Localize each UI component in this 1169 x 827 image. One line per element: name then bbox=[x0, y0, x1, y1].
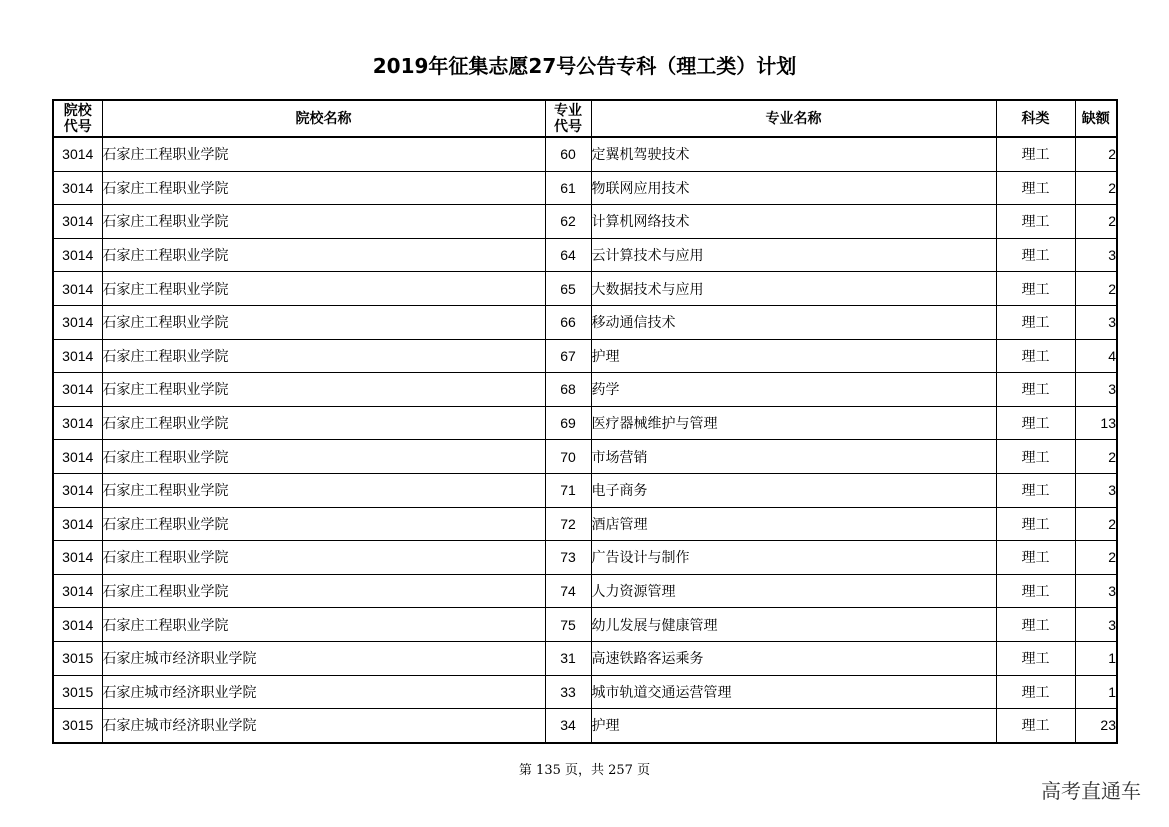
cell-school-name: 石家庄工程职业学院 bbox=[102, 473, 545, 507]
cell-school-name: 石家庄工程职业学院 bbox=[102, 238, 545, 272]
table-row bbox=[53, 507, 1117, 541]
cell-school-name: 石家庄城市经济职业学院 bbox=[102, 675, 545, 709]
cell-quota: 2 bbox=[1075, 171, 1117, 205]
cell-school-name: 石家庄城市经济职业学院 bbox=[102, 709, 545, 743]
cell-school-name: 石家庄工程职业学院 bbox=[102, 305, 545, 339]
cell-school-name: 石家庄工程职业学院 bbox=[102, 171, 545, 205]
cell-category: 理工 bbox=[996, 339, 1075, 373]
cell-school-name: 石家庄工程职业学院 bbox=[102, 339, 545, 373]
cell-major-name: 城市轨道交通运营管理 bbox=[591, 675, 996, 709]
cell-category: 理工 bbox=[996, 373, 1075, 407]
cell-major-name: 云计算技术与应用 bbox=[591, 238, 996, 272]
cell-major-code: 65 bbox=[545, 272, 591, 306]
watermark: 高考直通车 bbox=[1041, 779, 1141, 803]
cell-major-name: 药学 bbox=[591, 373, 996, 407]
cell-major-code: 71 bbox=[545, 473, 591, 507]
cell-school-code: 3015 bbox=[53, 641, 102, 675]
cell-school-name: 石家庄工程职业学院 bbox=[102, 137, 545, 171]
cell-school-code: 3014 bbox=[53, 440, 102, 474]
table-row bbox=[53, 574, 1117, 608]
table-row bbox=[53, 171, 1117, 205]
page-footer: 第 135 页，共 257 页 bbox=[518, 763, 651, 778]
table-row bbox=[53, 339, 1117, 373]
cell-major-code: 74 bbox=[545, 574, 591, 608]
header-major-code: 专业代号 bbox=[545, 100, 591, 137]
cell-school-name: 石家庄城市经济职业学院 bbox=[102, 641, 545, 675]
cell-quota: 3 bbox=[1075, 473, 1117, 507]
cell-school-name: 石家庄工程职业学院 bbox=[102, 574, 545, 608]
header-school-name: 院校名称 bbox=[102, 100, 545, 137]
cell-category: 理工 bbox=[996, 641, 1075, 675]
cell-major-code: 69 bbox=[545, 406, 591, 440]
cell-quota: 1 bbox=[1075, 641, 1117, 675]
cell-quota: 3 bbox=[1075, 373, 1117, 407]
cell-school-code: 3014 bbox=[53, 238, 102, 272]
cell-school-code: 3014 bbox=[53, 305, 102, 339]
cell-school-name: 石家庄工程职业学院 bbox=[102, 373, 545, 407]
cell-quota: 4 bbox=[1075, 339, 1117, 373]
cell-category: 理工 bbox=[996, 238, 1075, 272]
cell-major-code: 33 bbox=[545, 675, 591, 709]
table-row bbox=[53, 137, 1117, 171]
table-row bbox=[53, 305, 1117, 339]
header-quota: 缺额 bbox=[1075, 100, 1117, 137]
cell-quota: 3 bbox=[1075, 608, 1117, 642]
cell-school-code: 3015 bbox=[53, 709, 102, 743]
cell-category: 理工 bbox=[996, 406, 1075, 440]
cell-major-name: 酒店管理 bbox=[591, 507, 996, 541]
table-row bbox=[53, 373, 1117, 407]
cell-school-code: 3014 bbox=[53, 473, 102, 507]
table-row bbox=[53, 541, 1117, 575]
cell-quota: 2 bbox=[1075, 205, 1117, 239]
cell-major-name: 大数据技术与应用 bbox=[591, 272, 996, 306]
plan-table bbox=[52, 99, 1118, 744]
cell-category: 理工 bbox=[996, 507, 1075, 541]
cell-major-code: 62 bbox=[545, 205, 591, 239]
cell-major-name: 幼儿发展与健康管理 bbox=[591, 608, 996, 642]
cell-category: 理工 bbox=[996, 137, 1075, 171]
cell-major-code: 66 bbox=[545, 305, 591, 339]
cell-category: 理工 bbox=[996, 305, 1075, 339]
cell-category: 理工 bbox=[996, 171, 1075, 205]
cell-major-code: 72 bbox=[545, 507, 591, 541]
cell-major-code: 70 bbox=[545, 440, 591, 474]
cell-quota: 3 bbox=[1075, 305, 1117, 339]
cell-category: 理工 bbox=[996, 675, 1075, 709]
table-row bbox=[53, 205, 1117, 239]
cell-category: 理工 bbox=[996, 574, 1075, 608]
cell-school-name: 石家庄工程职业学院 bbox=[102, 608, 545, 642]
cell-category: 理工 bbox=[996, 608, 1075, 642]
table-row bbox=[53, 641, 1117, 675]
page-title: 2019年征集志愿27号公告专科（理工类）计划 bbox=[372, 54, 797, 78]
cell-quota: 3 bbox=[1075, 238, 1117, 272]
table-row bbox=[53, 440, 1117, 474]
table-row bbox=[53, 406, 1117, 440]
cell-school-code: 3014 bbox=[53, 406, 102, 440]
cell-school-code: 3014 bbox=[53, 339, 102, 373]
table-row bbox=[53, 608, 1117, 642]
cell-school-name: 石家庄工程职业学院 bbox=[102, 541, 545, 575]
cell-school-code: 3015 bbox=[53, 675, 102, 709]
cell-school-code: 3014 bbox=[53, 137, 102, 171]
cell-quota: 1 bbox=[1075, 675, 1117, 709]
table-row bbox=[53, 238, 1117, 272]
cell-major-code: 34 bbox=[545, 709, 591, 743]
table-row bbox=[53, 272, 1117, 306]
cell-quota: 2 bbox=[1075, 272, 1117, 306]
cell-school-name: 石家庄工程职业学院 bbox=[102, 440, 545, 474]
cell-major-code: 31 bbox=[545, 641, 591, 675]
table-row bbox=[53, 675, 1117, 709]
cell-quota: 3 bbox=[1075, 574, 1117, 608]
cell-school-name: 石家庄工程职业学院 bbox=[102, 507, 545, 541]
cell-major-name: 市场营销 bbox=[591, 440, 996, 474]
cell-major-code: 73 bbox=[545, 541, 591, 575]
cell-major-code: 61 bbox=[545, 171, 591, 205]
cell-category: 理工 bbox=[996, 473, 1075, 507]
cell-school-code: 3014 bbox=[53, 171, 102, 205]
table-row bbox=[53, 473, 1117, 507]
cell-school-name: 石家庄工程职业学院 bbox=[102, 205, 545, 239]
cell-school-code: 3014 bbox=[53, 373, 102, 407]
cell-school-code: 3014 bbox=[53, 507, 102, 541]
cell-category: 理工 bbox=[996, 440, 1075, 474]
cell-major-name: 计算机网络技术 bbox=[591, 205, 996, 239]
table-body bbox=[53, 137, 1117, 743]
cell-major-code: 64 bbox=[545, 238, 591, 272]
cell-quota: 2 bbox=[1075, 541, 1117, 575]
cell-major-name: 护理 bbox=[591, 339, 996, 373]
cell-category: 理工 bbox=[996, 541, 1075, 575]
cell-school-code: 3014 bbox=[53, 574, 102, 608]
cell-major-name: 定翼机驾驶技术 bbox=[591, 137, 996, 171]
cell-school-code: 3014 bbox=[53, 541, 102, 575]
cell-category: 理工 bbox=[996, 709, 1075, 743]
cell-school-name: 石家庄工程职业学院 bbox=[102, 406, 545, 440]
cell-major-code: 68 bbox=[545, 373, 591, 407]
cell-quota: 23 bbox=[1075, 709, 1117, 743]
table-row bbox=[53, 709, 1117, 743]
header-category: 科类 bbox=[996, 100, 1075, 137]
cell-quota: 2 bbox=[1075, 507, 1117, 541]
cell-major-code: 67 bbox=[545, 339, 591, 373]
cell-school-code: 3014 bbox=[53, 272, 102, 306]
cell-school-name: 石家庄工程职业学院 bbox=[102, 272, 545, 306]
cell-major-name: 高速铁路客运乘务 bbox=[591, 641, 996, 675]
cell-category: 理工 bbox=[996, 272, 1075, 306]
cell-major-name: 电子商务 bbox=[591, 473, 996, 507]
cell-school-code: 3014 bbox=[53, 608, 102, 642]
cell-major-name: 物联网应用技术 bbox=[591, 171, 996, 205]
cell-major-name: 广告设计与制作 bbox=[591, 541, 996, 575]
cell-category: 理工 bbox=[996, 205, 1075, 239]
cell-major-name: 医疗器械维护与管理 bbox=[591, 406, 996, 440]
cell-major-name: 护理 bbox=[591, 709, 996, 743]
table-header-row bbox=[53, 100, 1117, 137]
cell-major-name: 移动通信技术 bbox=[591, 305, 996, 339]
cell-major-code: 60 bbox=[545, 137, 591, 171]
cell-quota: 2 bbox=[1075, 440, 1117, 474]
cell-major-code: 75 bbox=[545, 608, 591, 642]
cell-major-name: 人力资源管理 bbox=[591, 574, 996, 608]
cell-quota: 2 bbox=[1075, 137, 1117, 171]
cell-school-code: 3014 bbox=[53, 205, 102, 239]
header-major-name: 专业名称 bbox=[591, 100, 996, 137]
cell-quota: 13 bbox=[1075, 406, 1117, 440]
header-school-code: 院校代号 bbox=[53, 100, 102, 137]
